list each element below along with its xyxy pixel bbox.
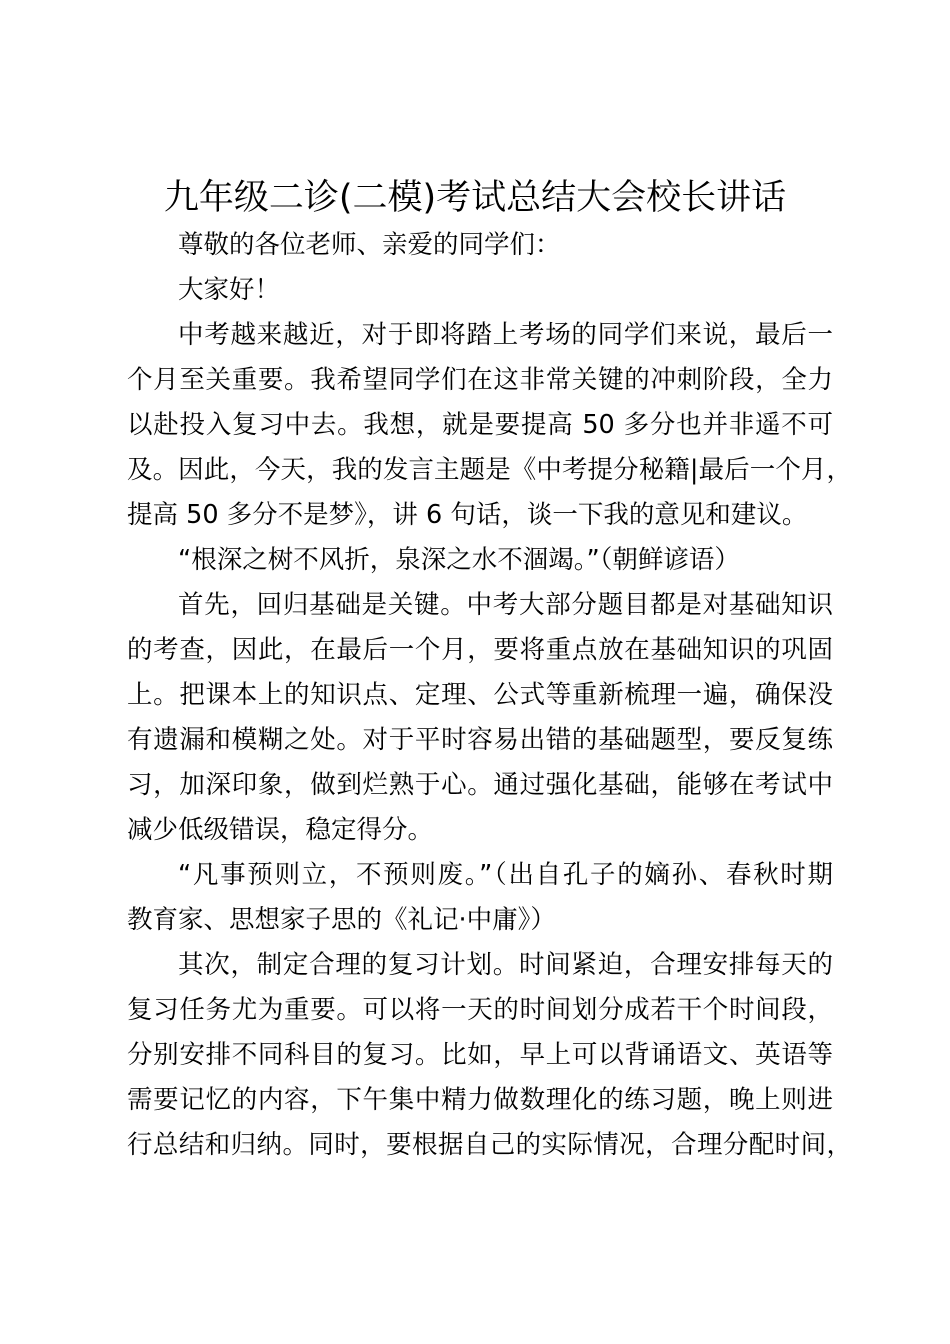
greeting-line: 大家好！ [178, 275, 281, 305]
paragraph-line: 提高 50 多分不是梦》，讲 6 句话，谈一下我的意见和建议。 [127, 500, 808, 530]
paragraph-line: 中考越来越近，对于即将踏上考场的同学们来说，最后一 [178, 320, 833, 350]
paragraph-line: 减少低级错误，稳定得分。 [127, 815, 434, 845]
paragraph-line: 上。把课本上的知识点、定理、公式等重新梳理一遍，确保没 [127, 680, 833, 710]
paragraph-line: 复习任务尤为重要。可以将一天的时间划分成若干个时间段， [127, 995, 833, 1025]
paragraph-line: 有遗漏和模糊之处。对于平时容易出错的基础题型，要反复练 [127, 725, 833, 755]
page-title: 九年级二诊(二模)考试总结大会校长讲话 [163, 178, 787, 218]
paragraph-line: 习，加深印象，做到烂熟于心。通过强化基础，能够在考试中 [127, 770, 833, 800]
paragraph-line: 需要记忆的内容，下午集中精力做数理化的练习题，晚上则进 [127, 1085, 833, 1115]
paragraph-line: 的考查，因此，在最后一个月，要将重点放在基础知识的巩固 [127, 635, 833, 665]
salutation-line: 尊敬的各位老师、亲爱的同学们： [178, 230, 561, 260]
quote-line: 教育家、思想家子思的《礼记·中庸》） [127, 905, 556, 935]
quote-line: “凡事预则立，不预则废。”（出自孔子的嫡孙、春秋时期 [178, 860, 833, 890]
paragraph-line: 行总结和归纳。同时，要根据自己的实际情况，合理分配时间， [127, 1130, 852, 1160]
paragraph-line: 以赴投入复习中去。我想，就是要提高 50 多分也并非遥不可 [127, 410, 833, 440]
paragraph-line: 其次，制定合理的复习计划。时间紧迫，合理安排每天的 [178, 950, 833, 980]
quote-line: “根深之树不风折，泉深之水不涸竭。”（朝鲜谚语） [178, 545, 740, 575]
paragraph-line: 首先，回归基础是关键。中考大部分题目都是对基础知识 [178, 590, 833, 620]
paragraph-line: 分别安排不同科目的复习。比如，早上可以背诵语文、英语等 [127, 1040, 833, 1070]
paragraph-line: 及。因此，今天，我的发言主题是《中考提分秘籍|最后一个月， [127, 455, 852, 485]
paragraph-line: 个月至关重要。我希望同学们在这非常关键的冲刺阶段，全力 [127, 365, 833, 395]
